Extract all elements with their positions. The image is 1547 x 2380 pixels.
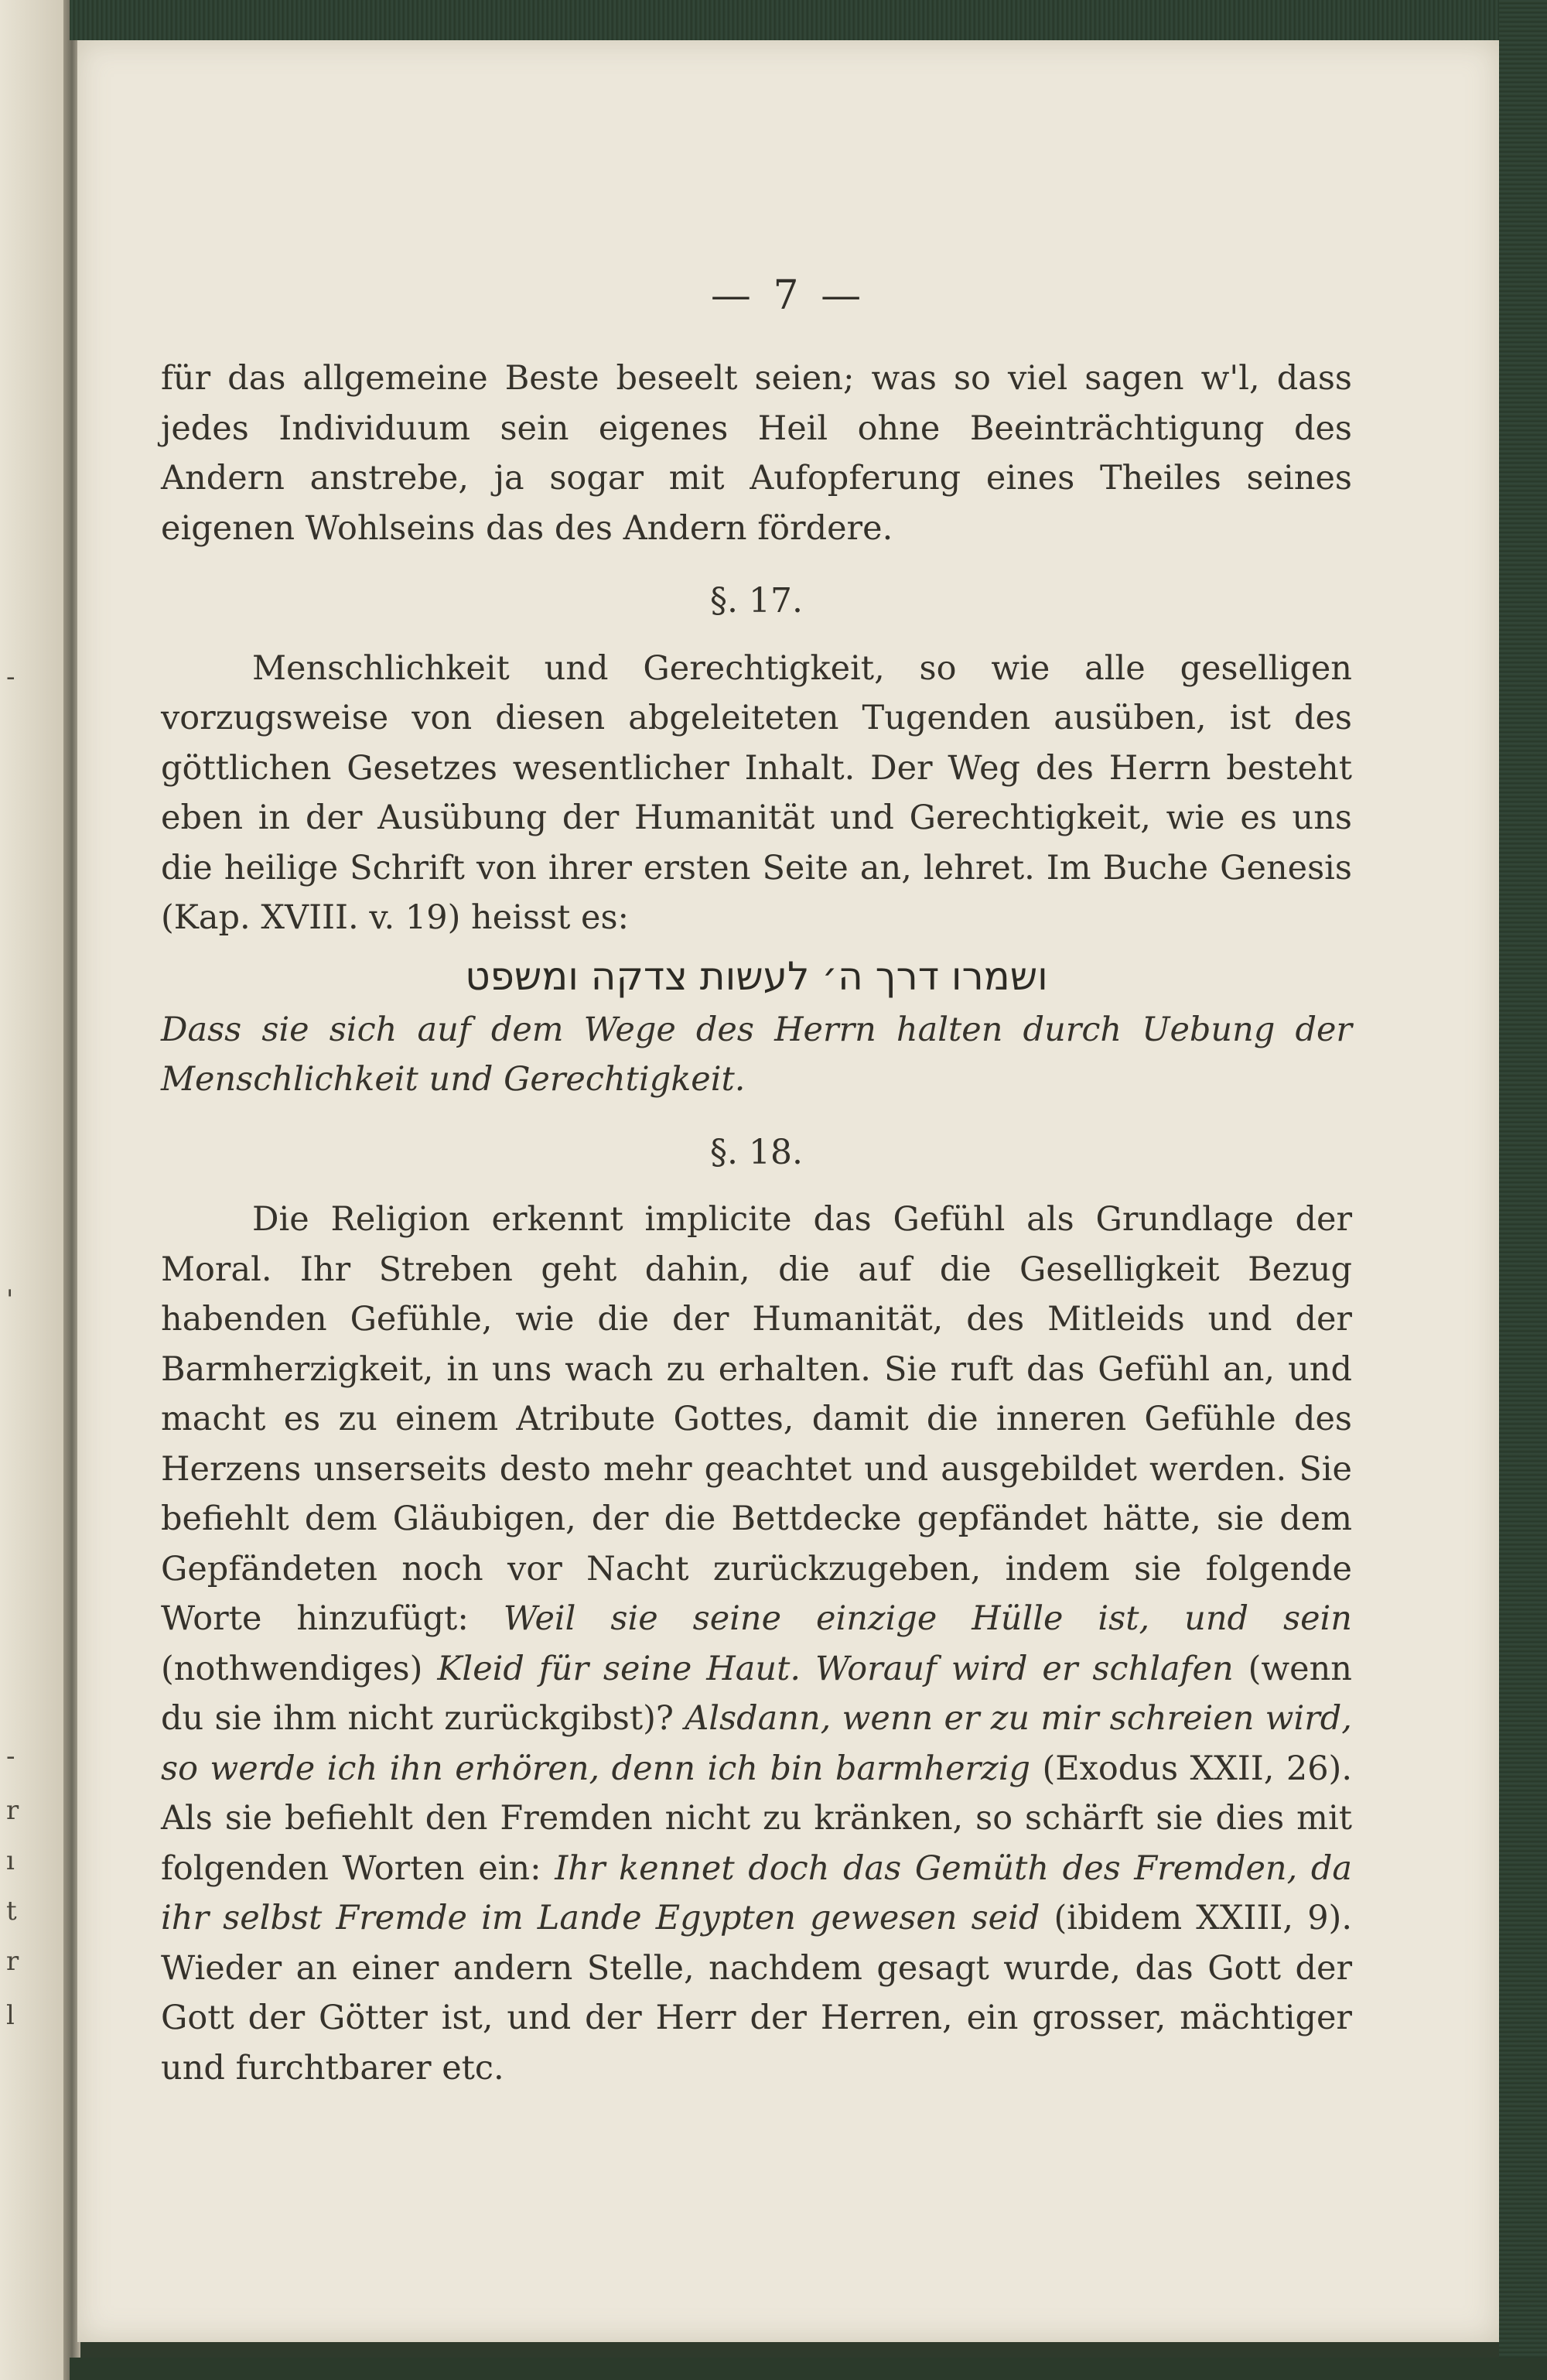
book-cover-top [70,0,1547,40]
book-page [77,40,1499,2342]
book-cover-bottom [70,2358,1547,2380]
text-run: (ibidem XXIII, 9). Wieder an einer andern Stelle, nachdem gesagt wurde, das Gott der Gott der Götter ist, und der Herr der Herren, ein grosser, mächtiger und furchtbarer etc. [161,1899,1353,2088]
facing-page-mark: t [6,1896,17,1927]
text-run: Die Religion erkennt implicite das Gefühl als Grundlage der Moral. Ihr Streben geht dahin, die auf die Geselligkeit Bezug habenden Gefühle, wie die der Humanität, des Mitleids und der Barmherzigkeit, in uns wach zu erhalten. Sie ruft das Gefühl an, und macht es zu einem Atribute Gottes, damit die inneren Gefühle des Herzens unserseits desto mehr geachtet und ausgebildet werden. Sie befiehlt dem Gläubigen, der die Bettdecke gepfändet hätte, sie dem Gepfändeten noch vor Nacht zurückzugeben, indem sie folgende Worte hinzufügt: [161,1200,1352,1638]
italic-quote: Alsdann, wenn er zu mir schreien wird, so werde ich ihn erhören, denn ich bin barmherzig [161,1699,1352,1788]
facing-page-mark: - [6,1741,15,1772]
section-heading-18: §. 18. [710,1132,803,1172]
facing-page-mark: ı [6,1845,15,1876]
page-body [161,354,1352,2093]
facing-page-mark: l [6,2000,15,2031]
facing-page-mark: ' [6,1284,14,1315]
text-run: (wenn du sie ihm nicht zurückgibst)? [161,1649,1353,1738]
book-cover-right [1499,0,1547,2380]
page-number: — 7 — [710,272,866,319]
italic-quote: Kleid für seine Haut. Worauf wird er schlafen [437,1649,1234,1688]
text-run: (Exodus XXII, 26). Als sie befiehlt den Fremden nicht zu kränken, so schärft sie dies mit folgenden Worten ein: [161,1749,1353,1888]
facing-page-mark: r [6,1795,19,1826]
hebrew-quotation: ושמרו דרך ה׳ לעשות צדקה ומשפט [465,953,1048,999]
section-heading-17: §. 17. [710,581,803,621]
facing-page-mark: - [6,662,15,692]
paragraph-intro: für das allgemeine Beste beseelt seien; was so viel sagen w'l, dass jedes Individuum sein eigenes Heil ohne Beeinträchtigung des Andern anstrebe, ja sogar mit Aufopferung eines Theiles seines eigenen Wohlseins das des Andern fördere. [161,359,1352,548]
facing-page-mark: r [6,1946,19,1977]
quotation-translation: Dass sie sich auf dem Wege des Herrn halten durch Uebung der Menschlichkeit und Gerechtigkeit. [161,1010,1352,1099]
italic-quote: Ihr kennet doch das Gemüth des Fremden, da ihr selbst Fremde im Lande Egypten gewesen seid [161,1848,1353,1937]
paragraph-section-18 [161,1195,1352,2093]
italic-quote: Weil sie seine einzige Hülle ist, und sein [503,1599,1352,1638]
text-run: (nothwendiges) [161,1649,438,1688]
paragraph-section-17: Menschlichkeit und Gerechtigkeit, so wie alle geselligen vorzugsweise von diesen abgeleiteten Tugenden ausüben, ist des göttlichen Gesetzes wesentlicher Inhalt. Der Weg des Herrn besteht eben in der Ausübung der Humanität und Gerechtigkeit, wie es uns die heilige Schrift von ihrer ersten Seite an, lehret. Im Buche Genesis (Kap. XVIII. v. 19) heisst es: [161,648,1352,937]
